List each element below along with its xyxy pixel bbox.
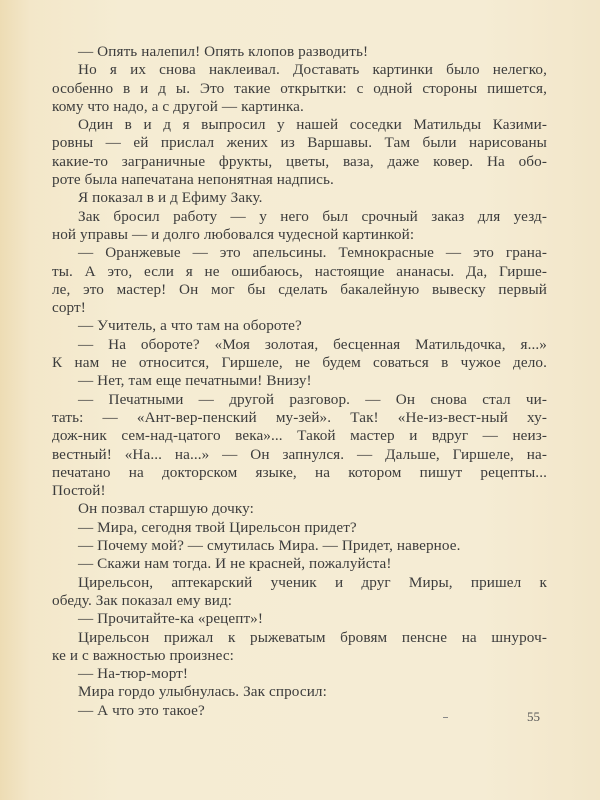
text-line: Цирельсон прижал к рыжеватым бровям пенсне на шнуроч- — [78, 628, 547, 646]
text-line: Зак бросил работу — у него был срочный заказ для уезд- — [78, 207, 547, 225]
text-line: роте была напечатана непонятная надпись. — [52, 171, 334, 189]
text-line: ровны — ей прислал жених из Варшавы. Там были нарисованы — [52, 134, 547, 152]
text-line: — Прочитайте-ка «рецепт»! — [78, 610, 264, 628]
print-mark — [443, 717, 448, 718]
text-line: — Печатными — другой разговор. — Он снова стал чи- — [78, 390, 547, 408]
text-line: ной управы — и долго любовался чудесной картинкой: — [52, 225, 415, 243]
text-line: Я показал в и д Ефиму Заку. — [78, 189, 263, 207]
text-line: ты. А это, если я не ошибаюсь, настоящие ананасы. Да, Гирше- — [52, 262, 547, 280]
text-line: дож-ник сем-над-цатого века»... Такой мастер и вдруг — неиз- — [52, 427, 547, 445]
text-line: — Опять налепил! Опять клопов разводить! — [78, 43, 369, 60]
text-line: Он позвал старшую дочку: — [78, 500, 254, 518]
text-line: Мира гордо улыбнулась. Зак спросил: — [78, 683, 327, 701]
text-line: Один в и д я выпросил у нашей соседки Матильды Казими- — [78, 116, 547, 134]
text-line: — Учитель, а что там на обороте? — [78, 317, 302, 335]
text-line: Но я их снова наклеивал. Доставать картинки было нелегко, — [78, 61, 547, 79]
text-line: тать: — «Ант-вер-пенский му-зей». Так! «Не-из-вест-ный ху- — [52, 408, 547, 426]
text-line: — А что это такое? — [78, 701, 205, 719]
book-page-body — [52, 43, 547, 720]
text-line: обеду. Зак показал ему вид: — [52, 591, 233, 609]
text-line: печатано на докторском языке, на котором пишут рецепты... — [52, 463, 547, 481]
text-line: особенно в и д ы. Это такие открытки: с одной стороны пишется, — [52, 79, 547, 97]
text-line: ке и с важностью произнес: — [52, 646, 235, 664]
text-line: — Мира, сегодня твой Цирельсон придет? — [78, 518, 357, 536]
text-line: К нам не относится, Гиршеле, не будем соваться в чужое дело. — [52, 354, 547, 372]
text-line: какие-то заграничные фрукты, цветы, ваза, даже ковер. На обо- — [52, 152, 547, 170]
text-line: — Почему мой? — смутилась Мира. — Придет, наверное. — [78, 537, 461, 555]
text-line: вестный! «На... на...» — Он запнулся. — Дальше, Гиршеле, на- — [52, 445, 547, 463]
text-line: Постой! — [52, 482, 106, 500]
text-line: — Скажи нам тогда. И не красней, пожалуйста! — [78, 555, 392, 573]
text-line: — На обороте? «Моя золотая, бесценная Матильдочка, я...» — [78, 335, 547, 353]
text-line: — Оранжевые — это апельсины. Темнокрасные — это грана- — [78, 244, 547, 262]
page-number: 55 — [527, 709, 540, 724]
text-line: — На-тюр-морт! — [78, 665, 189, 683]
text-line: Цирельсон, аптекарский ученик и друг Миры, пришел к — [78, 573, 547, 591]
text-line: сорт! — [52, 299, 86, 317]
text-line: ле, это мастер! Он мог бы сделать бакалейную вывеску первый — [52, 280, 547, 298]
text-line: кому что надо, а с другой — картинка. — [52, 97, 304, 115]
text-line: — Нет, там еще печатными! Внизу! — [78, 372, 312, 390]
